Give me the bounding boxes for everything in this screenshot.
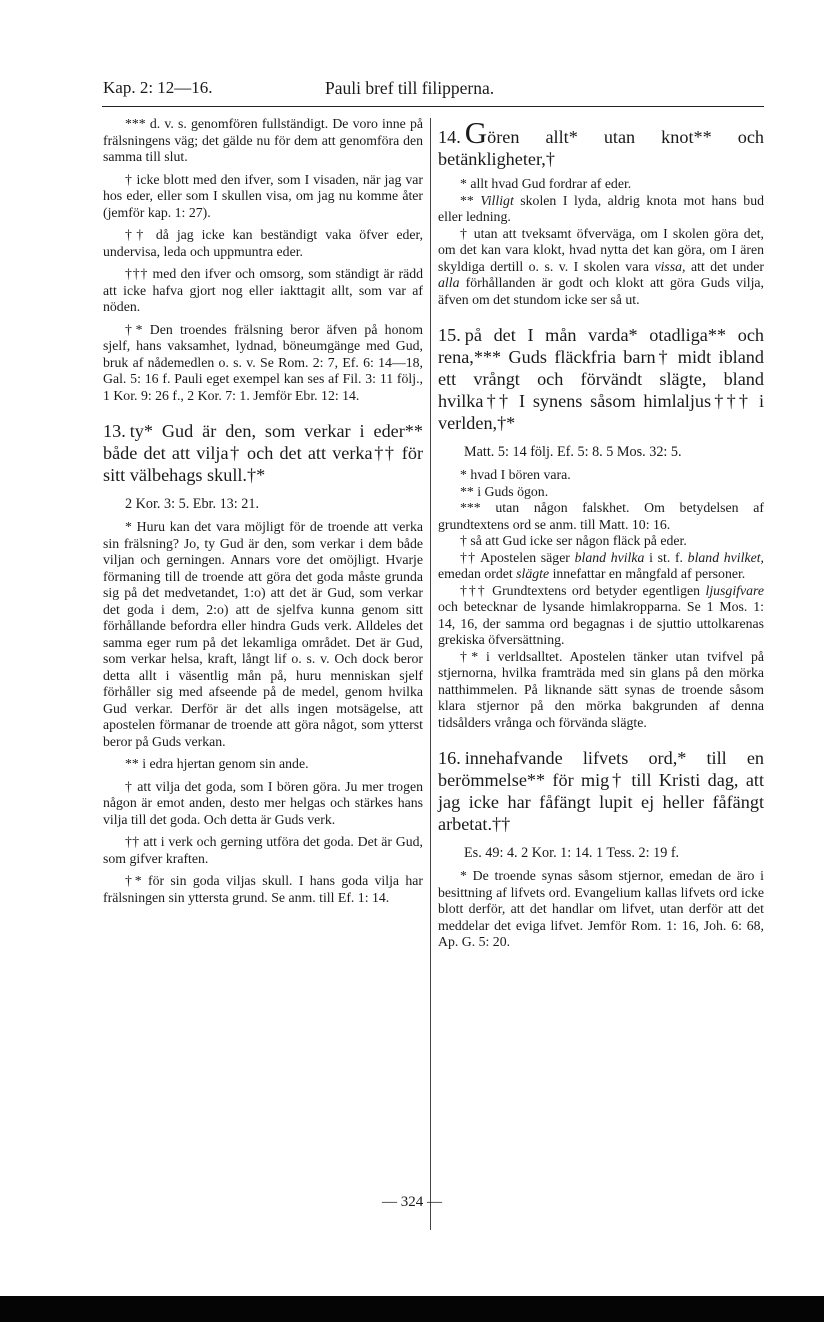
footnote: †* för sin goda viljas skull. I hans goda vilja har frälsningen sin yttersta grund. Se anm. till Ef. 1: 14.: [103, 873, 423, 905]
header-rule: [102, 106, 764, 107]
verse-number: 13.: [103, 421, 126, 441]
column-divider: [430, 118, 431, 1230]
footnote: † att vilja det goda, som I bören göra. Ju mer trogen någon är emot anden, desto mer helgas och stärkes hans vilja till det goda. Och detta är Guds verk.: [103, 778, 423, 827]
verse-number: 15.: [438, 325, 461, 345]
footnote: †† att i verk och gerning utföra det goda. Det är Gud, som gifver kraften.: [103, 834, 423, 866]
footnote: †* Den troendes frälsning beror äfven på honom sjelf, hans vaksamhet, lydnad, böneumgänge med Gud, bruk af nådemedlen o. s. v. Se Rom. 2: 7, Ef. 6: 14—18, Gal. 5: 16 f. Pauli eget exempel kan ses af Fil. 3: 11 följ., 1 Kor. 9: 26 f., 2 Kor. 7: 1. Jemför Ebr. 12: 14.: [103, 321, 423, 403]
verse-text: ty* Gud är den, som verkar i eder** både det att vilja† och det att verka†† för sitt välbehags skull.†*: [103, 421, 423, 485]
running-head-chapter: Kap. 2: 12—16.: [103, 78, 213, 97]
footnote: † så att Gud icke ser någon fläck på eder.: [460, 533, 687, 548]
verse-14: [438, 115, 764, 170]
cross-references: Es. 49: 4. 2 Kor. 1: 14. 1 Tess. 2: 19 f.: [464, 845, 680, 861]
cross-references: 2 Kor. 3: 5. Ebr. 13: 21.: [125, 496, 259, 512]
left-column: [103, 116, 423, 906]
verse-13: [103, 420, 423, 486]
cross-references: Matt. 5: 14 följ. Ef. 5: 8. 5 Mos. 32: 5.: [464, 444, 682, 460]
footnote: ** i edra hjertan genom sin ande.: [125, 756, 309, 771]
footnote: ††† med den ifver och omsorg, som ständigt är rädd att icke hafva gjort nog eller iakttagit allt, som var af nöden.: [103, 266, 423, 314]
verse-text: på det I mån varda* otadliga** och rena,*** Guds fläckfria barn† midt ibland ett vrångt och förvändt slägte, bland hvilka†† I synens såsom himlaljus††† i verlden,†*: [438, 325, 764, 433]
footnote: † utan att tveksamt öfverväga, om I skolen göra det, om det kan vara klokt, hvad nytta det kan göra, om I ären skyldiga dertill o. s. v. I skolen vara vissa, att det under alla förhållanden är godt och klokt att göra Guds vilja, äfven om det stundom icke ser så ut.: [438, 225, 764, 307]
verse-16: [438, 747, 764, 835]
page-number: — 324 —: [382, 1194, 442, 1210]
verse-number: 14.: [438, 127, 461, 147]
footnote: †† då jag icke kan beständigt vaka öfver eder, undervisa, leda och uppmuntra eder.: [103, 227, 423, 259]
verse-text: ören allt* utan knot** och betänkligheter,†: [438, 127, 764, 169]
verse-15: [438, 324, 764, 434]
footnote: ** Villigt skolen I lyda, aldrig knota mot hans bud eller ledning.: [438, 192, 764, 224]
footnote: * allt hvad Gud fordrar af eder.: [460, 176, 632, 191]
footnote: ** i Guds ögon.: [460, 483, 549, 499]
footnote: ††† Grundtextens ord betyder egentligen ljusgifvare och betecknar de lysande himlakropparna. Se 1 Mos. 1: 14, 16, der samma ord begagnas i de sjuttio uttolkarenas grekiska öfversättning.: [438, 582, 764, 647]
footnote: * hvad I bören vara.: [460, 467, 571, 482]
running-head-title: Pauli bref till filipperna.: [325, 78, 495, 98]
footnote: †* i verldsalltet. Apostelen tänker utan tvifvel på stjernorna, hvilka framträda med sin glans på den mörka natthimmelen. På liknande sätt synas de troende såsom klara stjernor på den mörka bakgrunden af denna tidsålders vrånga och förvända slägte.: [438, 648, 764, 730]
verse-text: innehafvande lifvets ord,* till en berömmelse** för mig† till Kristi dag, att jag icke har fåfängt lupit ej heller fåfängt arbetat.††: [438, 748, 764, 834]
right-column: [438, 116, 764, 951]
footnote: * Huru kan det vara möjligt för de troende att verka sin frälsning? Jo, ty Gud är den, som verkar i dem både viljan och gerningen. Annars vore det omöjligt. Hvarje förmaning till de troende att göra det goda måste grunda sig på det medvetandet, 1:o) att det är Gud, som verkar det goda i dem, 2:o) att de sjelfva kunna genom sitt förhållande befordra eller hindra Guds verk. Alldeles det samma eger rum på det lekamliga området. Det är Gud, som verkar helsa, kraft, långt lif o. s. v. Och dock beror detta allt i väsentlig mån på, huru menniskan sjelf förhåller sig med afseende på de medel, genom hvilka Gud verkar. Derför är det alls ingen motsägelse, att apostelen förmanar de troende att göra något, som ytterst beror på Guds verkan.: [103, 519, 423, 749]
scan-border: [0, 1296, 824, 1322]
footnote: *** utan någon falskhet. Om betydelsen af grundtextens ord se anm. till Matt. 10: 16.: [438, 500, 764, 532]
footnote: †† Apostelen säger bland hvilka i st. f. bland hvilket, emedan ordet slägte innefattar en mångfald af personer.: [438, 549, 764, 581]
footnote: * De troende synas såsom stjernor, emedan de äro i besittning af lifvets ord. Evangelium kallas lifvets ord icke blott derför, att det handlar om lifvet, utan derför att det meddelar det eviga lifvet. Jemför Rom. 1: 16, Joh. 6: 68, Ap. G. 5: 20.: [438, 868, 764, 949]
footnote: † icke blott med den ifver, som I visaden, när jag var hos eder, eller som I skullen visa, om jag nu komme åter (jemför kap. 1: 27).: [103, 171, 423, 220]
footnote: *** d. v. s. genomfören fullständigt. De voro inne på frälsningens väg; det gälde nu för dem att genomföra den samma till slut.: [103, 116, 423, 164]
verse-number: 16.: [438, 748, 461, 768]
drop-initial: G: [464, 115, 488, 150]
